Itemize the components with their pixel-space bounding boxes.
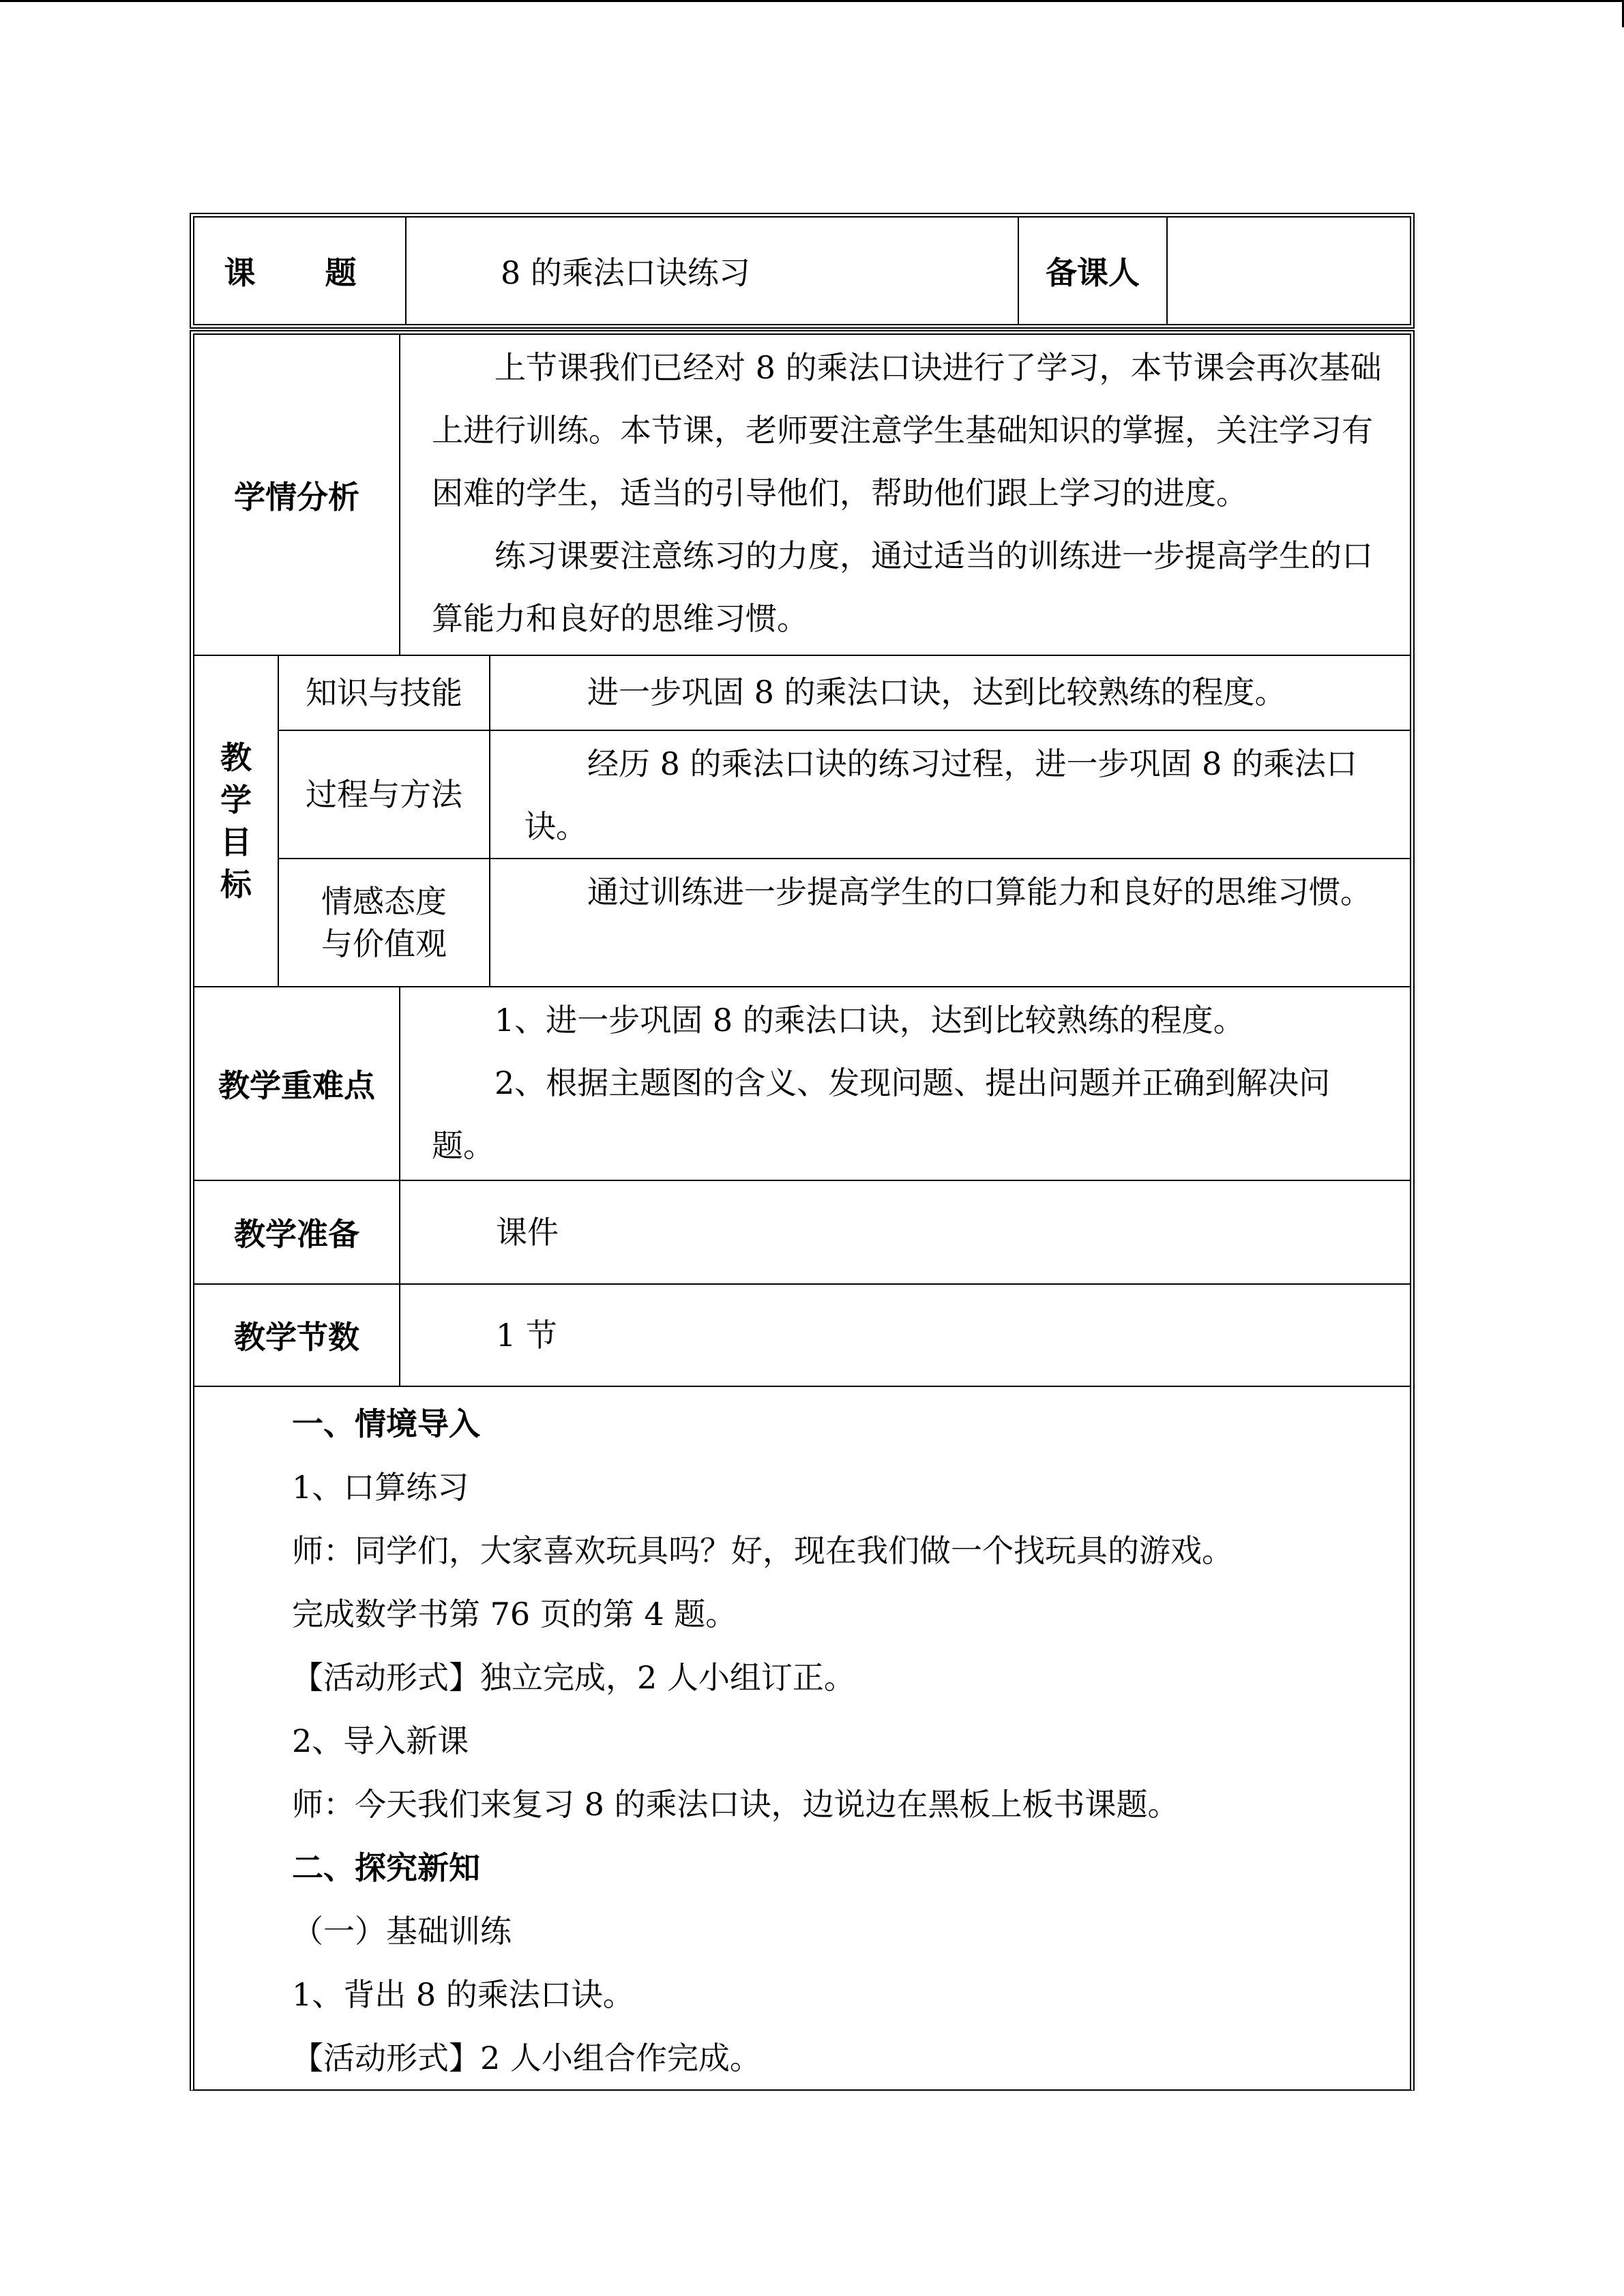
process-line: 师：同学们，大家喜欢玩具吗？好，现在我们做一个找玩具的游戏。: [292, 1532, 1233, 1569]
periods-row: [194, 1285, 1410, 1387]
section-heading: 二、探究新知: [292, 1849, 480, 1886]
objective-text: [490, 859, 1410, 923]
objective-attitude: [279, 859, 1410, 986]
objectives-label-char: 目: [220, 824, 252, 861]
periods-label: 教学节数: [194, 1285, 400, 1386]
objective-text: [490, 731, 1410, 858]
teaching-process: [190, 1392, 1405, 2090]
process-line: 2、导入新课: [292, 1723, 469, 1759]
key-points-label: 教学重难点: [194, 987, 400, 1180]
analysis-paragraph: 上节课我们已经对 8 的乘法口诀进行了学习，本节课会再次基础上进行训练。本节课，老师要注意学生基础知识的掌握，关注学习有困难的学生，适当的引导他们，帮助他们跟上学习的进度。: [432, 349, 1382, 511]
objectives-row: [194, 656, 1410, 987]
objective-process: [279, 731, 1410, 859]
process-line: 1、背出 8 的乘法口诀。: [292, 1976, 634, 2013]
objective-text: [490, 656, 1410, 728]
process-line: 师：今天我们来复习 8 的乘法口诀，边说边在黑板上板书课题。: [292, 1786, 1179, 1823]
preparer-value: [1166, 218, 1410, 324]
page-top-rule: [0, 0, 1624, 2]
objectives-label-char: 标: [220, 866, 252, 903]
objective-paragraph: 通过训练进一步提高学生的口算能力和良好的思维习惯。: [587, 874, 1372, 910]
key-point-item: 2、根据主题图的含义、发现问题、提出问题并正确到解决问题。: [432, 1064, 1331, 1164]
analysis-label: 学情分析: [194, 335, 400, 655]
objective-paragraph: 经历 8 的乘法口诀的练习过程，进一步巩固 8 的乘法口诀。: [525, 745, 1358, 845]
preparation-label: 教学准备: [194, 1181, 400, 1283]
header-table: [190, 213, 1415, 329]
objectives-label-char: 学: [220, 781, 252, 818]
process-line: 【活动形式】独立完成，2 人小组订正。: [292, 1659, 855, 1696]
objective-knowledge: [279, 656, 1410, 731]
process-line: 1、口算练习: [292, 1469, 469, 1506]
section-heading: 一、情境导入: [292, 1405, 480, 1442]
process-line: 完成数学书第 76 页的第 4 题。: [292, 1596, 737, 1632]
process-line: （一）基础训练: [292, 1913, 512, 1950]
objectives-label: [194, 656, 279, 986]
key-points-row: [194, 987, 1410, 1181]
objectives-label-char: 教: [220, 739, 252, 776]
key-points-content: [400, 987, 1410, 1177]
objective-label: 情感态度与价值观: [279, 859, 490, 986]
objective-label: 过程与方法: [279, 731, 490, 858]
topic-value: 8 的乘法口诀练习: [405, 218, 1019, 324]
analysis-paragraph: 练习课要注意练习的力度，通过适当的训练进一步提高学生的口算能力和良好的思维习惯。: [432, 537, 1373, 637]
analysis-row: [194, 335, 1410, 656]
preparer-label: 备课人: [1019, 218, 1168, 324]
topic-label: 课 题: [194, 218, 407, 324]
objective-paragraph: 进一步巩固 8 的乘法口诀，达到比较熟练的程度。: [587, 674, 1286, 711]
key-point-item: 1、进一步巩固 8 的乘法口诀，达到比较熟练的程度。: [494, 1002, 1245, 1039]
objective-label: 知识与技能: [279, 656, 490, 730]
process-line: 【活动形式】2 人小组合作完成。: [292, 2040, 761, 2076]
preparation-row: [194, 1181, 1410, 1285]
preparation-value: 课件: [496, 1214, 559, 1251]
analysis-content: [400, 335, 1410, 650]
periods-value: 1 节: [496, 1317, 557, 1354]
